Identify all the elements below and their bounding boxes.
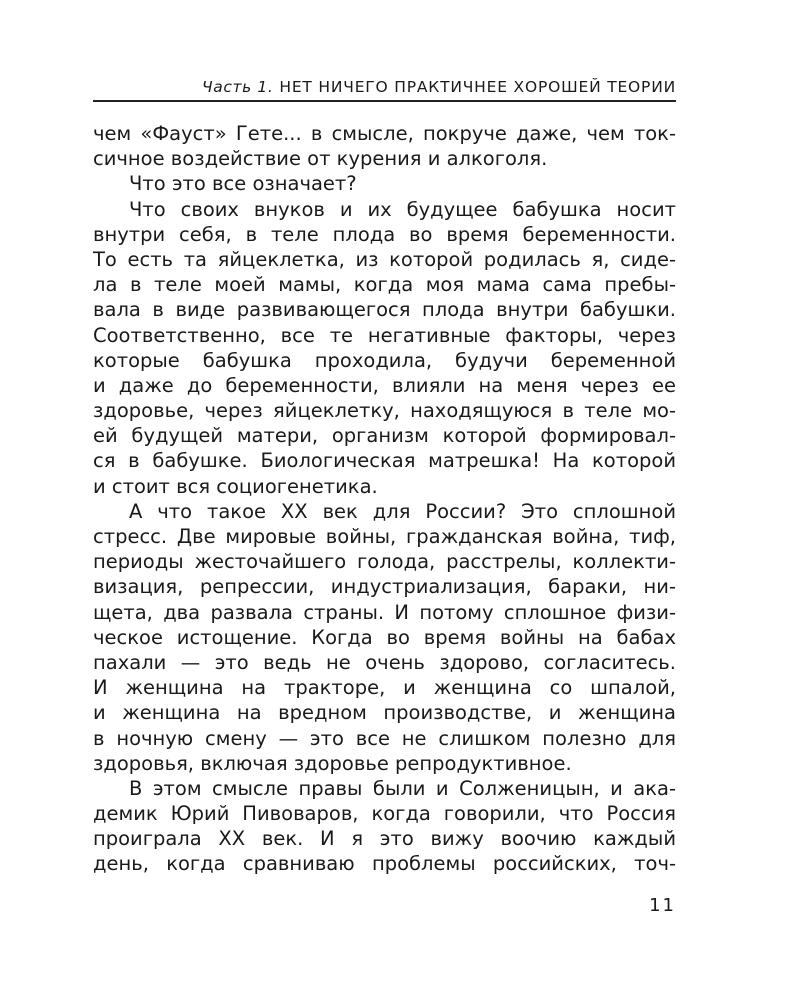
page-number: 11 — [649, 895, 676, 916]
text-line: В этом смысле правы были и Солженицын, и ака- — [129, 776, 676, 800]
text-line: и даже до беременности, влияли на меня через ее — [93, 373, 676, 397]
text-line: которые бабушка проходила, будучи беременной — [93, 348, 676, 372]
header-rule — [93, 100, 676, 102]
text-line: внутри себя, в теле плода во время беременности. — [93, 222, 676, 246]
text-line: Что это все означает? — [129, 172, 357, 196]
text-line: здоровья, включая здоровье репродуктивное. — [93, 751, 572, 775]
text-line: Соответственно, все те негативные факторы, через — [93, 323, 676, 347]
text-line: день, когда сравниваю проблемы российских, точ- — [93, 852, 676, 876]
text-line: пахали — это ведь не очень здорово, согласитесь. — [93, 650, 676, 674]
text-line: в ночную смену — это все не слишком полезно для — [93, 726, 676, 750]
text-line: стресс. Две мировые войны, гражданская война, тиф, — [93, 525, 676, 548]
text-line: и стоит вся социогенетика. — [93, 474, 378, 498]
text-line: чем «Фауст» Гете... в смысле, покруче даже, чем ток- — [93, 122, 676, 145]
page-body-text — [93, 121, 676, 877]
text-line: И женщина на тракторе, и женщина со шпалой, — [93, 676, 676, 700]
running-header — [93, 78, 676, 102]
text-line: сичное воздействие от курения и алкоголя. — [93, 147, 548, 171]
text-line: визация, репрессии, индустриализация, бараки, ни- — [93, 575, 676, 599]
text-line: То есть та яйцеклетка, из которой родилась я, сиде- — [93, 247, 676, 271]
text-line: здоровье, через яйцеклетку, находящуюся в теле мо- — [93, 399, 676, 423]
text-line: А что такое XX век для России? Это сплошной — [129, 499, 676, 523]
text-line: ей будущей матери, организм которой формировал- — [93, 424, 676, 448]
text-line: периоды жесточайшего голода, расстрелы, коллекти- — [93, 550, 676, 574]
text-line: ся в бабушке. Биологическая матрешка! На которой — [93, 449, 676, 473]
text-line: проиграла XX век. И я это вижу воочию каждый — [93, 827, 676, 851]
text-line: ческое истощение. Когда во время войны на бабах — [93, 625, 676, 649]
text-line: и женщина на вредном производстве, и женщина — [93, 701, 676, 725]
text-line: щета, два развала страны. И потому сплошное физи- — [93, 600, 676, 624]
text-line: ла в теле моей мамы, когда моя мама сама пребы- — [93, 273, 676, 297]
header-chapter-title: НЕТ НИЧЕГО ПРАКТИЧНЕЕ ХОРОШЕЙ ТЕОРИИ — [279, 78, 676, 96]
text-line: Что своих внуков и их будущее бабушка носит — [129, 197, 676, 221]
text-line: демик Юрий Пивоваров, когда говорили, что Россия — [93, 802, 676, 826]
header-part-label: Часть 1. — [202, 78, 274, 96]
text-line: вала в виде развивающегося плода внутри бабушки. — [93, 298, 676, 322]
